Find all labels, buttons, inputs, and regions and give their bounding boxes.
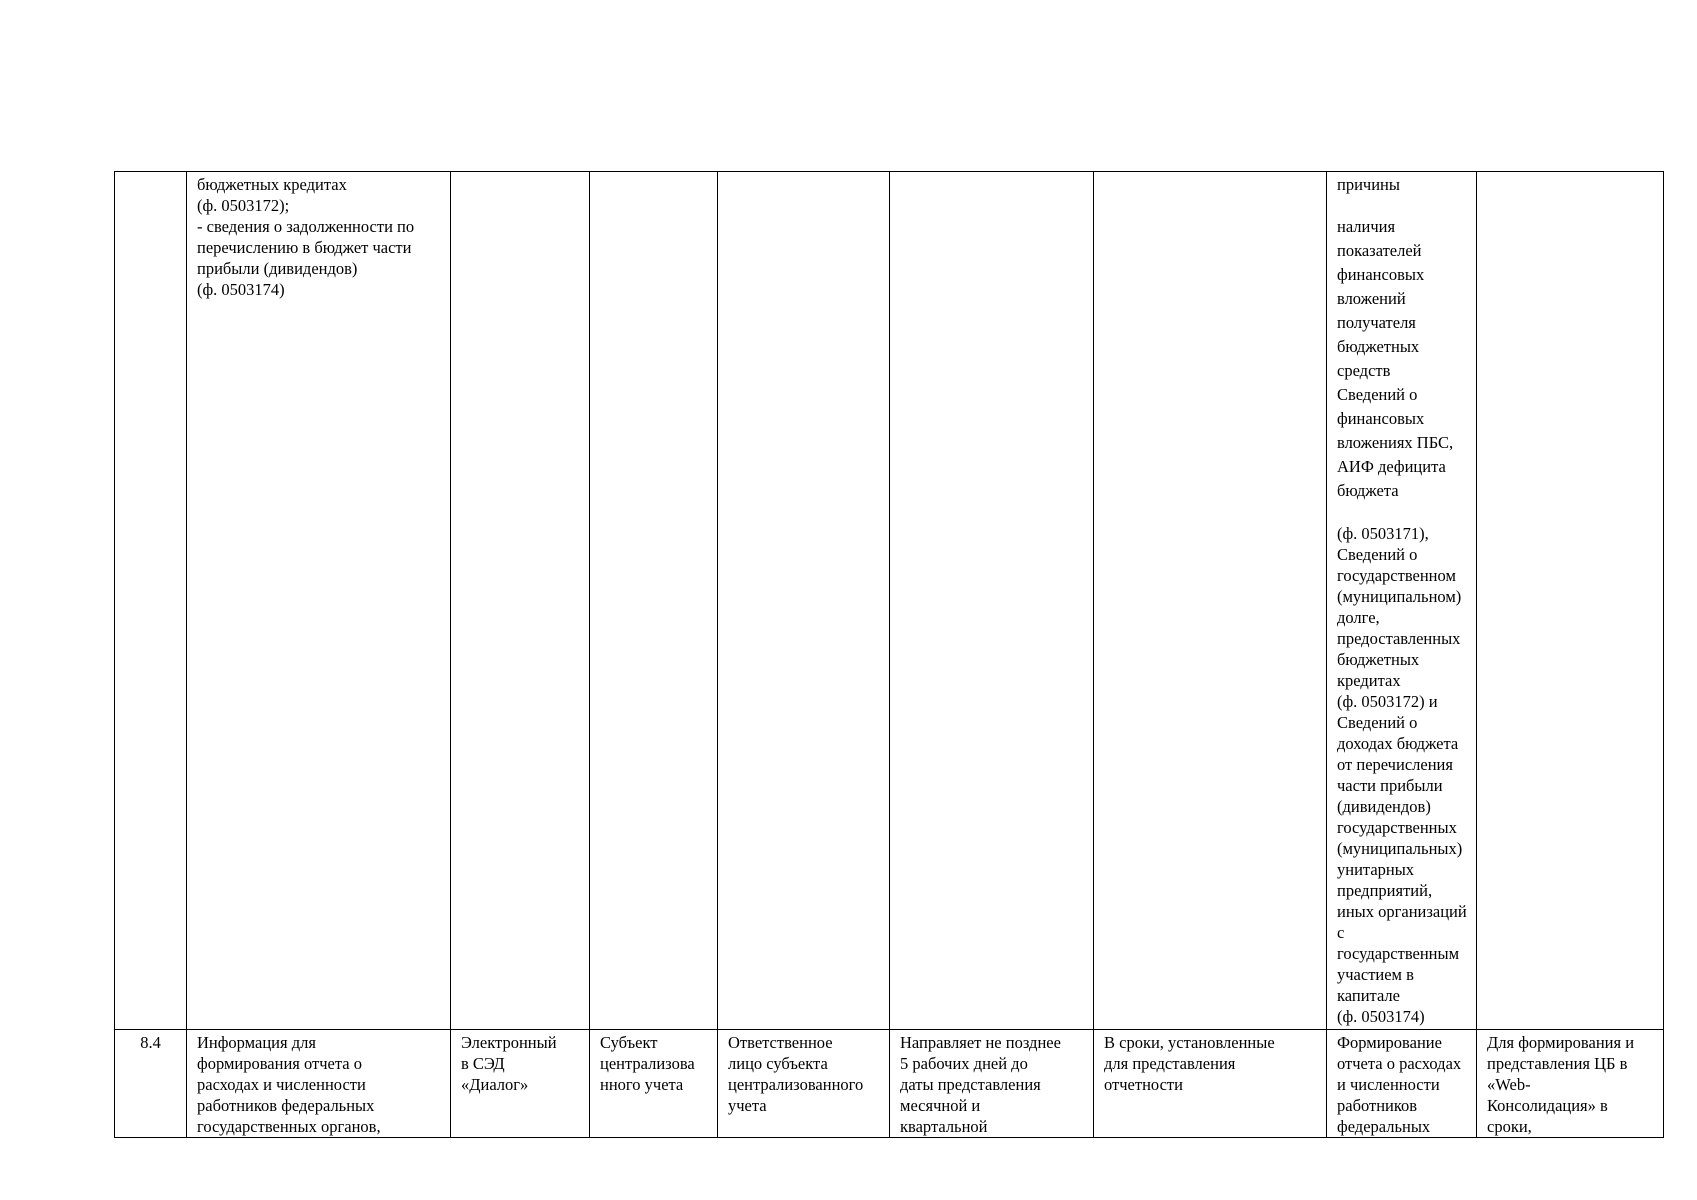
- text-line: унитарных: [1337, 860, 1415, 879]
- text-line: бюджетных: [1337, 650, 1420, 669]
- text-line: месячной и: [900, 1096, 981, 1115]
- text-line: сроки,: [1487, 1117, 1532, 1136]
- text-line: государственным: [1337, 944, 1460, 963]
- text-line: части прибыли: [1337, 776, 1443, 795]
- text-line: расходах и численности: [197, 1075, 366, 1094]
- text-line: Формирование: [1337, 1033, 1442, 1052]
- text-line: Электронный: [461, 1033, 557, 1052]
- text-line: бюджетных кредитах: [197, 175, 347, 194]
- deadline-cell: [890, 172, 1094, 1030]
- text-line: (ф. 0503172);: [197, 196, 290, 215]
- text-line: государственном: [1337, 566, 1456, 585]
- text-line: централизованного: [728, 1075, 864, 1094]
- text-line: централизова: [600, 1054, 695, 1073]
- text-line: (муниципальных): [1337, 839, 1463, 858]
- registry-table: [114, 171, 1664, 1138]
- text-line: государственных: [1337, 818, 1457, 837]
- text-line: получателя: [1337, 313, 1416, 332]
- text-line: Направляет не позднее: [900, 1033, 1061, 1052]
- text-line: бюджетных: [1337, 337, 1420, 356]
- text-line: АИФ дефицита: [1337, 457, 1446, 476]
- text-line: 5 рабочих дней до: [900, 1054, 1028, 1073]
- text-line: (ф. 0503171),: [1337, 524, 1429, 543]
- text-line: «Web-: [1487, 1075, 1531, 1094]
- text-line: доходах бюджета: [1337, 734, 1459, 753]
- table-row: [115, 172, 1664, 1030]
- text-line: предприятий,: [1337, 881, 1433, 900]
- text-line: от перечисления: [1337, 755, 1453, 774]
- text-line: финансовых: [1337, 409, 1425, 428]
- responsible-cell: [718, 172, 890, 1030]
- format-cell: [451, 1030, 590, 1138]
- text-line: федеральных: [1337, 1117, 1431, 1136]
- text-line: отчетности: [1104, 1075, 1183, 1094]
- creator-cell: [590, 1030, 718, 1138]
- text-line: прибыли (дивидендов): [197, 259, 358, 278]
- text-line: работников федеральных: [197, 1096, 375, 1115]
- text-line: даты представления: [900, 1075, 1041, 1094]
- text-line: представления ЦБ в: [1487, 1054, 1628, 1073]
- row-number-cell: [115, 1030, 187, 1138]
- text-line: долге,: [1337, 608, 1380, 627]
- text-line: (ф. 0503174): [197, 280, 285, 299]
- document-name-cell: [187, 1030, 451, 1138]
- recipient-cell: [1477, 172, 1664, 1030]
- text-line: работников: [1337, 1096, 1418, 1115]
- format-cell: [451, 172, 590, 1030]
- text-line: государственных органов,: [197, 1117, 381, 1136]
- text-line: отчета о расходах: [1337, 1054, 1462, 1073]
- text-line: перечислению в бюджет части: [197, 238, 412, 257]
- purpose-cell: [1327, 172, 1477, 1030]
- text-line: Для формирования и: [1487, 1033, 1635, 1052]
- text-line: Сведений о: [1337, 713, 1418, 732]
- responsible-cell: [718, 1030, 890, 1138]
- text-line: Консолидация» в: [1487, 1096, 1608, 1115]
- text-line: (ф. 0503172) и: [1337, 692, 1438, 711]
- text-line: нного учета: [600, 1075, 684, 1094]
- text-line: финансовых: [1337, 265, 1425, 284]
- text-line: квартальной: [900, 1117, 988, 1136]
- document-name-cell: [187, 172, 451, 1030]
- text-line: кредитах: [1337, 671, 1401, 690]
- text-line: с: [1337, 923, 1345, 942]
- text-line: (муниципальном): [1337, 587, 1462, 606]
- text-line: предоставленных: [1337, 629, 1461, 648]
- text-line: Информация для: [197, 1033, 316, 1052]
- text-line: Субъект: [600, 1033, 658, 1052]
- row-number: 8.4: [140, 1033, 161, 1052]
- deadline-cell: [890, 1030, 1094, 1138]
- text-line: «Диалог»: [461, 1075, 529, 1094]
- text-line: формирования отчета о: [197, 1054, 362, 1073]
- text-line: показателей: [1337, 241, 1422, 260]
- purpose-cell: [1327, 1030, 1477, 1138]
- row-number-cell: [115, 172, 187, 1030]
- period-cell: [1094, 1030, 1327, 1138]
- text-line: и численности: [1337, 1075, 1440, 1094]
- text-line: капитале: [1337, 986, 1400, 1005]
- table-row: [115, 1030, 1664, 1138]
- text-line: В сроки, установленные: [1104, 1033, 1275, 1052]
- creator-cell: [590, 172, 718, 1030]
- text-line: лицо субъекта: [728, 1054, 828, 1073]
- text-line: вложений: [1337, 289, 1406, 308]
- period-cell: [1094, 172, 1327, 1030]
- text-line: бюджета: [1337, 481, 1399, 500]
- text-line: вложениях ПБС,: [1337, 433, 1454, 452]
- text-line: Сведений о: [1337, 385, 1418, 404]
- text-line: наличия: [1337, 217, 1396, 236]
- text-line: для представления: [1104, 1054, 1236, 1073]
- text-line: (дивидендов): [1337, 797, 1431, 816]
- text-line: причины: [1337, 175, 1400, 194]
- text-line: - сведения о задолженности по: [197, 217, 415, 236]
- text-line: иных организаций: [1337, 902, 1467, 921]
- text-line: Ответственное: [728, 1033, 833, 1052]
- text-line: (ф. 0503174): [1337, 1007, 1425, 1026]
- text-line: учета: [728, 1096, 767, 1115]
- text-line: в СЭД: [461, 1054, 505, 1073]
- text-line: средств: [1337, 361, 1391, 380]
- text-line: Сведений о: [1337, 545, 1418, 564]
- recipient-cell: [1477, 1030, 1664, 1138]
- text-line: участием в: [1337, 965, 1414, 984]
